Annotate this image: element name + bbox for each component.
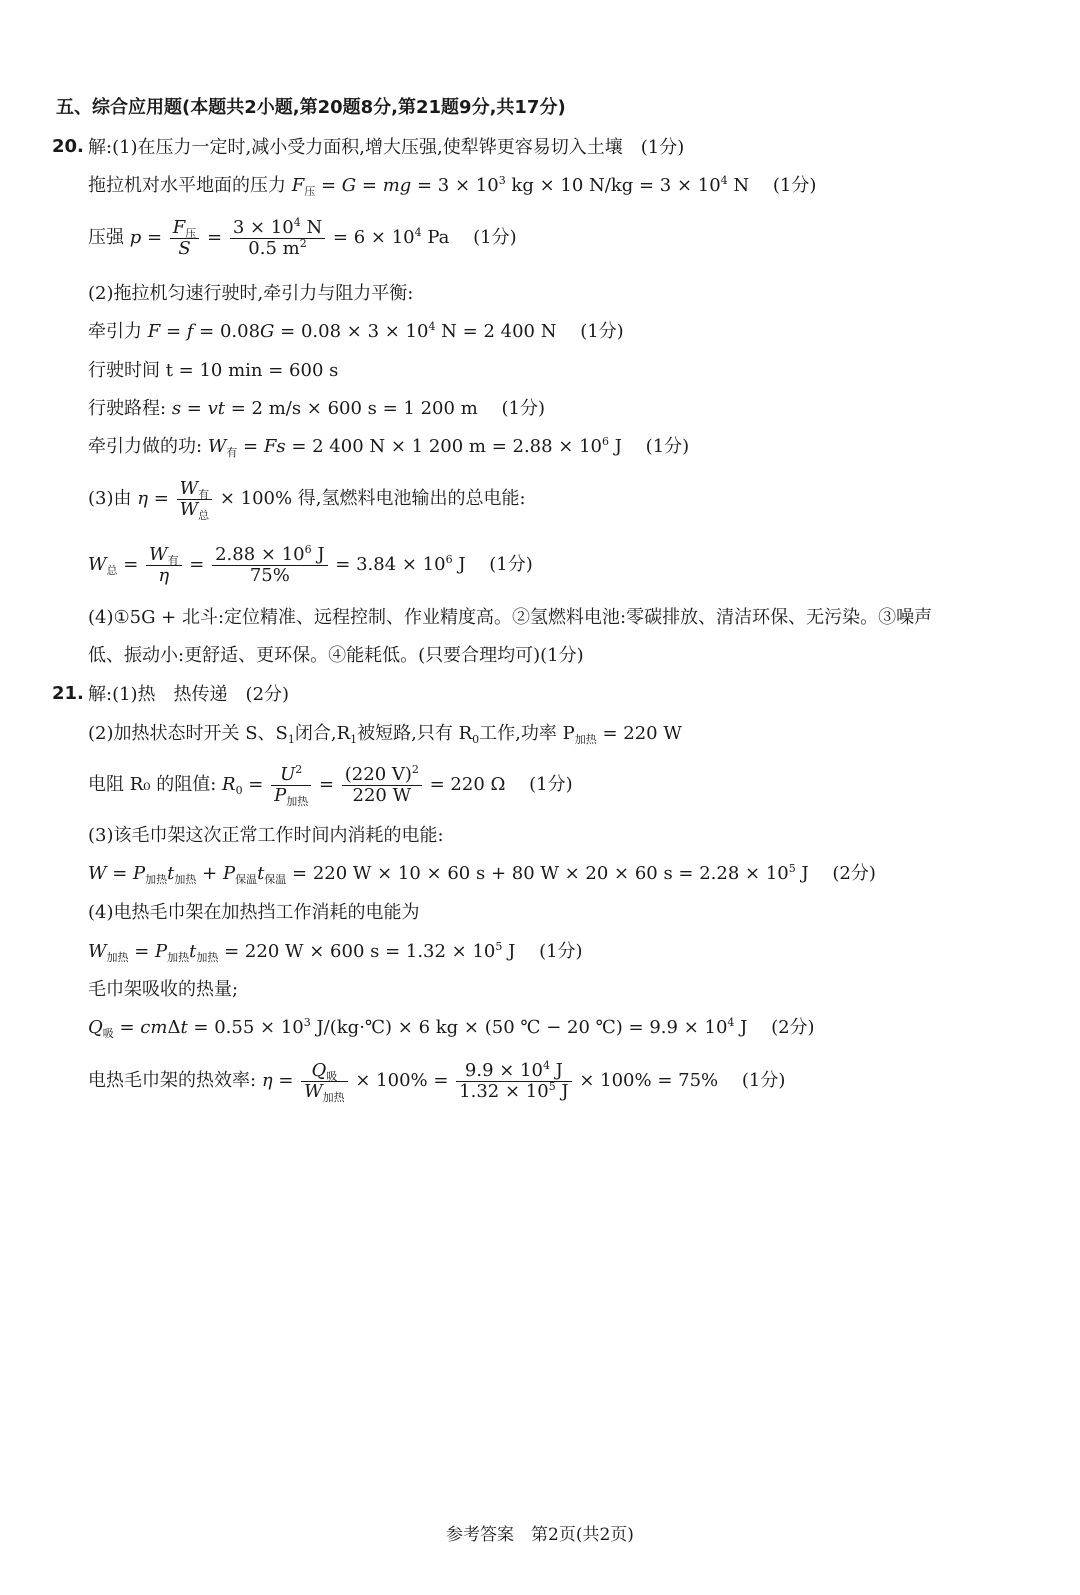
- q20-line-2: [88, 174, 816, 198]
- q21-line-2-e: = 220 W: [602, 723, 682, 744]
- section-title: 五、综合应用题(本题共2小题,第20题8分,第21题9分,共17分): [56, 97, 566, 118]
- q21-line-7: [88, 940, 583, 964]
- q21-line-9-score: (2分): [771, 1017, 815, 1038]
- q20-line-3-score: (1分): [473, 227, 517, 248]
- q21-heating-energy-eq: $W_{加热} = P_{加热}t_{加热} = 220$ W × 600 $s = 1.32 \times 10^5$ J: [88, 940, 534, 964]
- q20-line-2-text: 拖拉机对水平地面的压力: [88, 175, 286, 196]
- q21-line-5: [88, 862, 876, 886]
- q20-line-10: [88, 540, 533, 590]
- question-21-number: 21.: [52, 683, 84, 704]
- q21-line-4: (3)该毛巾架这次正常工作时间内消耗的电能:: [88, 825, 444, 846]
- q21-line-10: [88, 1056, 785, 1106]
- q20-line-10-score: (1分): [489, 554, 533, 575]
- q20-line-3: [88, 216, 517, 260]
- q21-energy-eq: $W = P_{加热}t_{加热} + P_{保温}t_{保温} = 220$ W × 10 × 60 s + 80 W × 20 × 60 $s = 2.28 \times 10^5$ J: [88, 862, 827, 886]
- q21-heat-eq: $Q_吸 = cm\Delta t = 0.55 \times 10^3$ J/(kg·℃) × 6 kg × (50 ℃ − 20 ℃) = $9.9 \times 10^4$ J: [88, 1016, 766, 1040]
- q20-line-7: [88, 397, 545, 421]
- q20-line-5-label: 牵引力: [88, 321, 142, 342]
- q20-line-7-score: (1分): [501, 398, 545, 419]
- q20-line-9-a: (3)由: [88, 488, 132, 509]
- q20-line-5: [88, 320, 624, 344]
- q21-line-6: (4)电热毛巾架在加热挡工作消耗的电能为: [88, 902, 420, 923]
- q20-line-8-score: (1分): [645, 436, 690, 457]
- q20-efficiency-def: η = $\frac{W_有}{W_总}$: [137, 488, 214, 509]
- q21-line-2-b: 闭合,R: [294, 723, 351, 744]
- q21-line-2-d: 工作,功率 P: [479, 723, 575, 744]
- q20-line-2-score: (1分): [772, 175, 817, 196]
- q20-pressure-formula: $F_压 = G$ = mg = $3 \times 10^3$ kg × 10 $N/kg = 3 \times 10^4$ N: [291, 174, 768, 198]
- question-20-number: 20.: [52, 136, 84, 157]
- q20-line-1: 解:(1)在压力一定时,减小受力面积,增大压强,使犁铧更容易切入土壤 (1分): [88, 137, 685, 158]
- page-footer: 参考答案 第2页(共2页): [446, 1525, 634, 1545]
- q20-pressure-eq: p = $\frac{F_压}{S}$ = $\frac{3 \times 10^4 N}{0.5 m^2}$ = $6 \times 10^4$ Pa: [129, 215, 468, 259]
- q20-line-12: 低、振动小:更舒适、更环保。④能耗低。(只要合理均可)(1分): [88, 645, 584, 666]
- q21-line-2-c: 被短路,只有 R: [357, 723, 473, 744]
- q21-line-2: (2)加热状态时开关 S、$S_1$闭合$,R_1$被短路,只有 $R_0$工作,功率 $P_{加热} = 220$ W: [88, 723, 682, 746]
- q20-line-3-label: 压强: [88, 227, 124, 248]
- q20-line-6: 行驶时间 t = 10 min = 600 s: [88, 360, 339, 381]
- q21-line-5-score: (2分): [832, 863, 876, 884]
- q21-line-8: 毛巾架吸收的热量;: [88, 979, 239, 1000]
- q20-distance-eq: s = vt = 2 m/s × 600 s = 1 200 m: [171, 398, 496, 419]
- q20-line-11: (4)①5G + 北斗:定位精准、远程控制、作业精度高。②氢燃料电池:零碳排放、清洁环保、无污染。③噪声: [88, 607, 933, 628]
- q20-line-5-score: (1分): [580, 321, 624, 342]
- q21-line-1: 解:(1)热 热传递 (2分): [88, 684, 290, 705]
- q20-line-8-label: 牵引力做的功:: [88, 436, 203, 457]
- q20-total-energy-eq: $W_总$ = $\frac{W_有}{\eta}$ = $\frac{2.88 \times 10^6 J}{75\%}$ = $3.84 \times 10^6$ J: [88, 542, 484, 586]
- q21-line-3-label: 电阻 R₀ 的阻值:: [88, 774, 217, 795]
- q20-line-9-b: × 100% 得,氢燃料电池输出的总电能:: [219, 488, 526, 509]
- q21-line-3: [88, 760, 573, 810]
- q21-line-7-score: (1分): [539, 941, 583, 962]
- q20-line-9: [88, 474, 526, 524]
- q20-line-8: [88, 435, 689, 459]
- q21-line-3-score: (1分): [529, 774, 573, 795]
- q20-line-7-label: 行驶路程:: [88, 398, 167, 419]
- q21-resistance-eq: $R_0$ = $\frac{U^2}{P_{加热}}$ = $\frac{(220 V)^2}{220 W}$ = 220 Ω: [222, 762, 524, 808]
- q21-line-10-label: 电热毛巾架的热效率:: [88, 1070, 257, 1091]
- q21-efficiency-eq: η = $\frac{Q_吸}{W_{加热}}$ × 100% = $\frac{9.9 \times 10^4 J}{1.32 \times 10^5 J}$ × 100% = 75%: [261, 1058, 737, 1104]
- q20-work-eq: $W_有 = Fs = 2$ 400 N × 1 200 $m = 2.88 \times 10^6$ J: [207, 435, 640, 459]
- q20-line-4: (2)拖拉机匀速行驶时,牵引力与阻力平衡:: [88, 283, 414, 304]
- q20-traction-eq: $F = f = 0.08G = 0.08 \times 3 \times 10^4$ N = 2 400 N: [147, 320, 575, 342]
- q21-line-10-score: (1分): [741, 1070, 786, 1091]
- q21-line-2-a: (2)加热状态时开关 S、S: [88, 723, 288, 744]
- q21-line-9: [88, 1016, 815, 1040]
